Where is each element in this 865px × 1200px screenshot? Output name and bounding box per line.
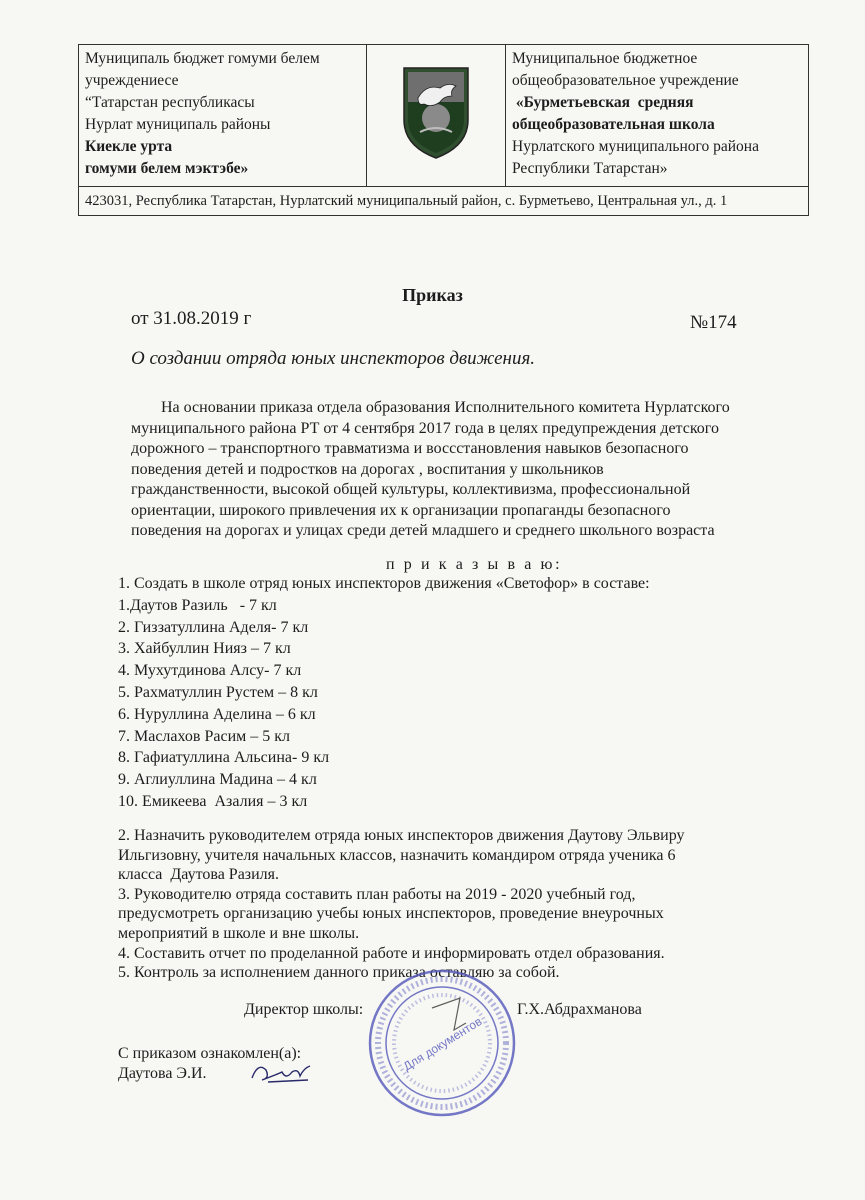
director-label: Директор школы:	[244, 1001, 364, 1018]
header-left-line: Киекле урта	[85, 138, 173, 155]
document-date: от 31.08.2019 г	[131, 308, 252, 329]
member-item: 4. Мухутдинова Алсу- 7 кл	[118, 662, 302, 680]
item1-heading: 1. Создать в школе отряд юных инспекторов движения «Светофор» в составе:	[118, 575, 650, 592]
member-item: 9. Аглиуллина Мадина – 4 кл	[118, 771, 317, 789]
letterhead	[78, 44, 809, 216]
stamp-text: Для документов	[400, 1014, 485, 1074]
header-right-line: общеобразовательное учреждение	[512, 72, 739, 89]
header-left-line: Нурлат муниципаль районы	[85, 116, 271, 133]
point-line: предусмотреть организацию учебы юных инспекторов, проведение внеурочных	[118, 905, 664, 923]
member-item: 3. Хайбуллин Нияз – 7 кл	[118, 640, 291, 658]
preamble-line: На основании приказа отдела образования Исполнительного комитета Нурлатского	[161, 399, 730, 416]
members-list	[118, 573, 650, 813]
coat-of-arms-emblem-icon	[396, 62, 476, 162]
preamble-line: дорожного – транспортного травматизма и восcстановления навыков безопасного	[131, 440, 689, 457]
school-address: 423031, Республика Татарстан, Нурлатский муниципальный район, с. Бурметьево, Центральная ул., д. 1	[79, 187, 809, 216]
document-number: №174	[690, 312, 737, 333]
preamble-line: ориентации, широкого привлечения их к организации пропаганды безопасного	[131, 501, 671, 519]
letterhead-russian	[506, 45, 809, 187]
header-left-line: “Татарстан республикасы	[85, 94, 255, 111]
document-title: Приказ	[402, 285, 463, 305]
header-left-line: Муниципаль бюджет гомуми белем	[85, 50, 320, 67]
document-subject: О создании отряда юных инспекторов движения.	[131, 348, 536, 369]
header-left-line: гомуми белем мэктэбе»	[85, 160, 249, 177]
member-item: 8. Гафиатуллина Альсина- 9 кл	[118, 749, 330, 767]
point-line: 4. Составить отчет по проделанной работе и информировать отдел образования.	[118, 944, 665, 962]
point-line: класса Даутова Разиля.	[118, 866, 280, 884]
point-line: мероприятий в школе и вне школы.	[118, 924, 360, 942]
header-right-line: «Бурметьевская средняя	[512, 94, 694, 111]
member-item: 2. Гиззатуллина Аделя- 7 кл	[118, 618, 309, 636]
member-item: 6. Нуруллина Аделина – 6 кл	[118, 705, 316, 723]
director-name: Г.Х.Абдрахманова	[517, 1001, 642, 1018]
point-line: 5. Контроль за исполнением данного приказа оставляю за собой.	[118, 964, 560, 982]
preamble-line: гражданственности, высокой общей культуры, коллективизма, профессиональной	[131, 481, 691, 498]
header-right-line: Нурлатского муниципального района	[512, 138, 759, 155]
handwritten-signature	[248, 1058, 318, 1086]
header-right-line: общеобразовательная школа	[512, 116, 715, 133]
member-item: 1.Даутов Разиль - 7 кл	[118, 596, 277, 614]
letterhead-tatar	[79, 45, 367, 187]
preamble-line: муниципального района РТ от 4 сентября 2017 года в целях предупреждения детского	[131, 419, 719, 437]
member-item: 7. Маслахов Расим – 5 кл	[118, 727, 291, 745]
header-left-line: учреждениесе	[85, 72, 179, 89]
order-points	[118, 826, 685, 983]
preamble	[131, 398, 791, 542]
member-item: 10. Емикеева Азалия – 3 кл	[118, 792, 308, 810]
school-stamp	[362, 968, 522, 1118]
point-line: 2. Назначить руководителем отряда юных инспекторов движения Даутову Эльвиру	[118, 827, 685, 844]
preamble-line: поведения детей и подростков на дорогах , воспитания у школьников	[131, 460, 604, 478]
order-word: п р и к а з ы в а ю:	[386, 556, 563, 573]
ack-label: С приказом ознакомлен(а):	[118, 1045, 302, 1062]
member-item: 5. Рахматуллин Рустем – 8 кл	[118, 683, 318, 701]
point-line: 3. Руководителю отряда составить план работы на 2019 - 2020 учебный год,	[118, 885, 636, 903]
ack-name: Даутова Э.И.	[118, 1064, 207, 1082]
header-right-line: Муниципальное бюджетное	[512, 50, 698, 67]
header-right-line: Республики Татарстан»	[512, 160, 668, 177]
point-line: Ильгизовну, учителя начальных классов, назначить командиром отряда ученика 6	[118, 846, 676, 864]
preamble-line: поведения на дорогах и улицах среди детей младшего и среднего школьного возраста	[131, 522, 715, 539]
emblem-cell	[367, 45, 506, 187]
